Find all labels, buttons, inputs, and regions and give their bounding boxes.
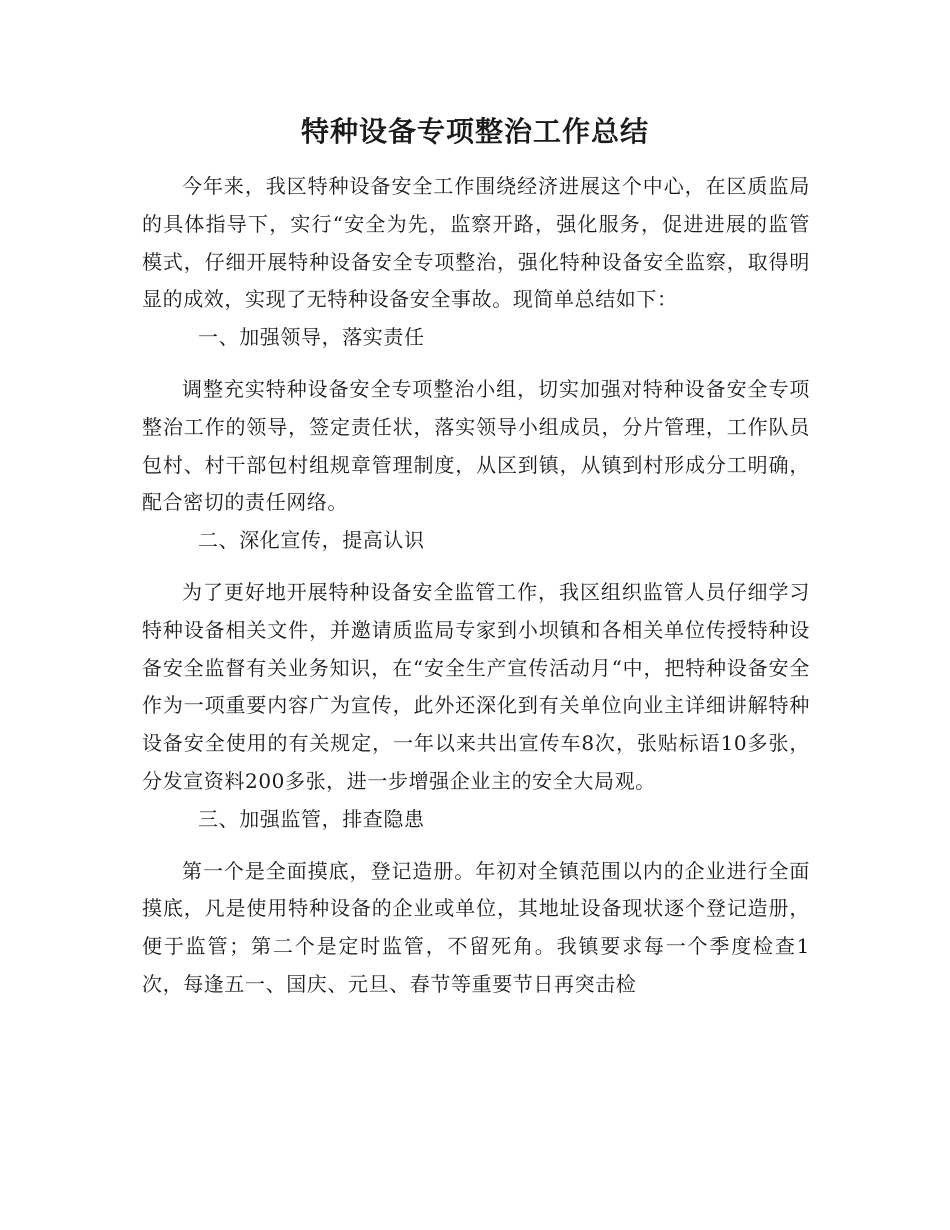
section-heading-3: 三、加强监管，排查隐患: [198, 806, 425, 831]
section-heading-1: 一、加强领导，落实责任: [198, 325, 425, 350]
paragraph-publicity: 为了更好地开展特种设备安全监管工作，我区组织监管人员仔细学习特种设备相关文件，并邀请质监局专家到小坝镇和各相关单位传授特种设备安全监督有关业务知识，在“安全生产宣传活动月“中，把特种设备安全作为一项重要内容广为宣传，此外还深化到有关单位向业主详细讲解特种设备安全使用的有关规定，一年以来共出宣传车8次，张贴标语10多张，分发宣资料200多张，进一步增强企业主的安全大局观。: [142, 579, 810, 793]
document-body: [142, 168, 810, 1004]
document-title: 特种设备专项整治工作总结: [300, 115, 649, 148]
section-heading-2: 二、深化宣传，提高认识: [198, 528, 425, 553]
paragraph-leadership: 调整充实特种设备安全专项整治小组，切实加强对特种设备安全专项整治工作的领导，签定责任状，落实领导小组成员，分片管理，工作队员包村、村干部包村组规章管理制度，从区到镇，从镇到村形成分工明确，配合密切的责任网络。: [142, 376, 810, 515]
paragraph-supervision: 第一个是全面摸底，登记造册。年初对全镇范围以内的企业进行全面摸底，凡是使用特种设备的企业或单位，其地址设备现状逐个登记造册，便于监管；第二个是定时监管，不留死角。我镇要求每一个季度检查1次，每逢五一、国庆、元旦、春节等重要节日再突击检: [142, 858, 810, 996]
paragraph-intro: 今年来，我区特种设备安全工作围绕经济进展这个中心，在区质监局的具体指导下，实行“安全为先，监察开路，强化服务，促进进展的监管模式，仔细开展特种设备安全专项整治，强化特种设备安全监察，取得明显的成效，实现了无特种设备安全事故。现简单总结如下：: [142, 174, 810, 312]
